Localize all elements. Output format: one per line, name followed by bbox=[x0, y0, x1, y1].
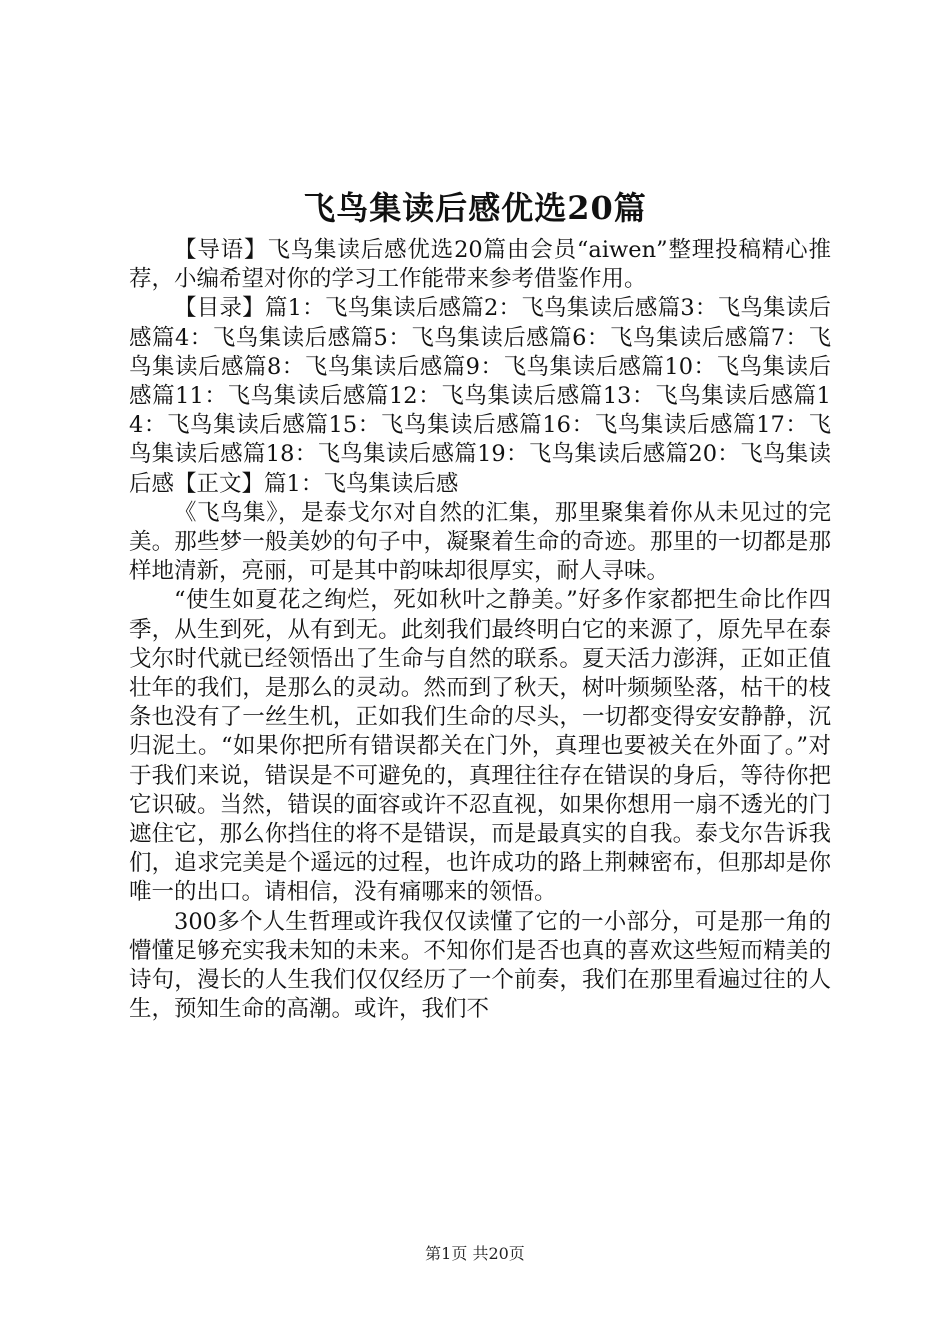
intro-paragraph: 【导语】飞鸟集读后感优选20篇由会员“aiwen”整理投稿精心推荐，小编希望对你的学习工作能带来参考借鉴作用。 bbox=[129, 237, 831, 293]
document-title: 飞鸟集读后感优选20篇 bbox=[303, 189, 647, 227]
body-paragraph-1: 《飞鸟集》，是泰戈尔对自然的汇集，那里聚集着你从未见过的完美。那些梦一般美妙的句子中，凝聚着生命的奇迹。那里的一切都是那样地清新，亮丽，可是其中韵味却很厚实，耐人寻味。 bbox=[129, 499, 831, 585]
body-paragraph-2: “使生如夏花之绚烂，死如秋叶之静美。”好多作家都把生命比作四季，从生到死，从有到无。此刻我们最终明白它的来源了，原先早在泰戈尔时代就已经领悟出了生命与自然的联系。夏天活力澎湃，正如正值壮年的我们，是那么的灵动。然而到了秋天，树叶频频坠落，枯干的枝条也没有了一丝生机，正如我们生命的尽头，一切都变得安安静静，沉归泥土。“如果你把所有错误都关在门外，真理也要被关在外面了。”对于我们来说，错误是不可避免的，真理往往存在错误的身后，等待你把它识破。当然，错误的面容或许不忍直视，如果你想用一扇不透光的门遮住它，那么你挡住的将不是错误，而是最真实的自我。泰戈尔告诉我们，追求完美是个遥远的过程，也许成功的路上荆棘密布，但那却是你唯一的出口。请相信，没有痛哪来的领悟。 bbox=[129, 587, 831, 906]
body-paragraph-3: 300多个人生哲理或许我仅仅读懂了它的一小部分，可是那一角的懵懂足够充实我未知的未来。不知你们是否也真的喜欢这些短而精美的诗句，漫长的人生我们仅仅经历了一个前奏，我们在那里看遍过往的人生，预知生命的高潮。或许，我们不 bbox=[129, 908, 831, 1023]
document-body bbox=[129, 236, 831, 1024]
page-footer: 第1页 共20页 bbox=[425, 1244, 525, 1263]
table-of-contents-paragraph: 【目录】篇1：飞鸟集读后感篇2：飞鸟集读后感篇3：飞鸟集读后感篇4：飞鸟集读后感篇5：飞鸟集读后感篇6：飞鸟集读后感篇7：飞鸟集读后感篇8：飞鸟集读后感篇9：飞鸟集读后感篇10：飞鸟集读后感篇11：飞鸟集读后感篇12：飞鸟集读后感篇13：飞鸟集读后感篇14：飞鸟集读后感篇15：飞鸟集读后感篇16：飞鸟集读后感篇17：飞鸟集读后感篇18：飞鸟集读后感篇19：飞鸟集读后感篇20：飞鸟集读后感【正文】篇1：飞鸟集读后感 bbox=[129, 295, 831, 497]
